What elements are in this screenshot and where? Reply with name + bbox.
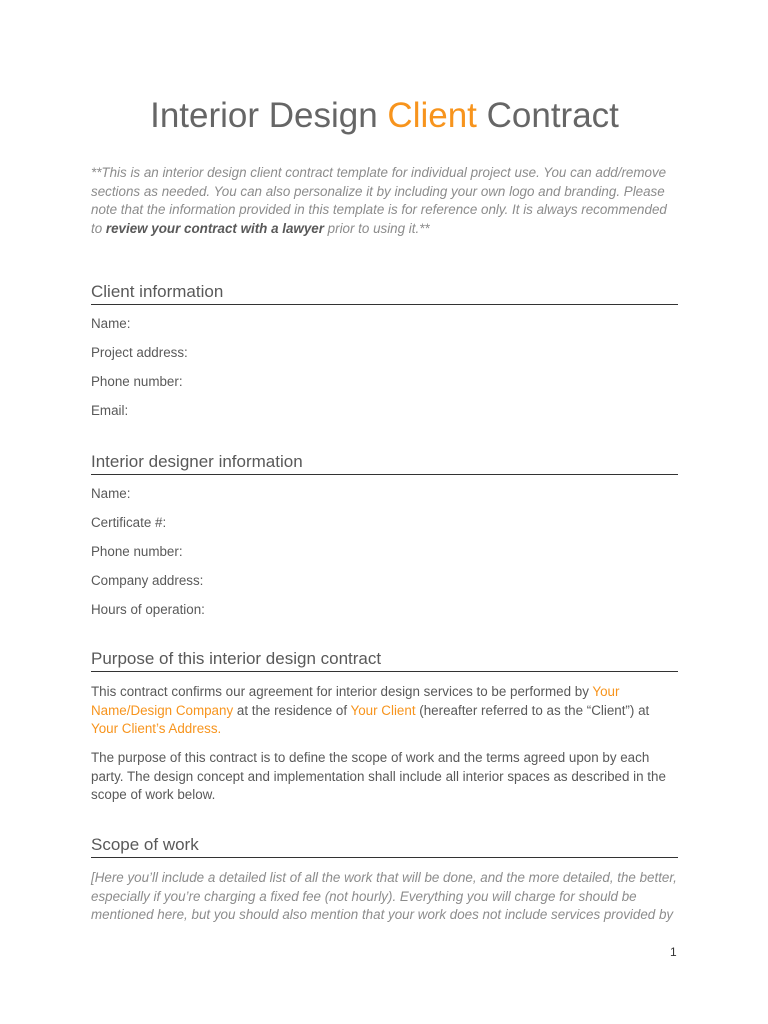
title-part-2: Contract — [476, 96, 619, 135]
scope-paragraph: [Here you’ll include a detailed list of all the work that will be done, and the more detailed, the better, especially if you’re charging a fixed fee (not hourly). Everything you will charge for should be mentioned here, but you should also mention that your work does not include services provided by — [91, 870, 677, 922]
placeholder-designer-name: Your Name/Design Company — [91, 684, 620, 718]
designer-name-field: Name: — [91, 486, 131, 501]
purpose-paragraph-1 — [91, 683, 678, 739]
title-part-1: Interior Design — [150, 96, 388, 135]
client-email-field: Email: — [91, 403, 129, 418]
intro-text-1: **This is an interior design client contract template for individual project use. You can add/remove sections as needed. You can also personalize it by including your own logo and branding. Please note that the information provided in this template is for reference only. It is always recommended to — [91, 165, 667, 236]
client-phone-field: Phone number: — [91, 374, 183, 389]
placeholder-client-address: Your Client’s Address. — [91, 721, 222, 736]
client-project-address-field: Project address: — [91, 345, 188, 360]
designer-company-address-field: Company address: — [91, 573, 204, 588]
designer-certificate-field: Certificate #: — [91, 515, 167, 530]
client-name-field: Name: — [91, 316, 131, 331]
designer-phone-field: Phone number: — [91, 544, 183, 559]
title-accent: Client — [387, 96, 477, 135]
intro-text-2: prior to using it.** — [323, 220, 430, 236]
purpose-text-b: at the residence of — [233, 702, 351, 718]
purpose-paragraph-2: The purpose of this contract is to define the scope of work and the terms agreed upon by each party. The design concept and implementation shall include all interior spaces as described in the scope of work below. — [91, 750, 666, 802]
designer-hours-field: Hours of operation: — [91, 602, 205, 617]
document-title — [91, 96, 678, 136]
page-number: 1 — [670, 945, 677, 959]
scope-heading: Scope of work — [91, 835, 678, 858]
purpose-heading: Purpose of this interior design contract — [91, 649, 678, 672]
intro-bold: review your contract with a lawyer — [105, 220, 324, 236]
placeholder-client-name: Your Client — [350, 702, 416, 718]
purpose-text-c: (hereafter referred to as the “Client”) at — [415, 702, 650, 718]
intro-note — [91, 164, 678, 238]
purpose-text-a: This contract confirms our agreement for interior design services to be performed by — [91, 684, 593, 699]
designer-info-heading: Interior designer information — [91, 452, 678, 475]
client-info-heading: Client information — [91, 282, 678, 305]
